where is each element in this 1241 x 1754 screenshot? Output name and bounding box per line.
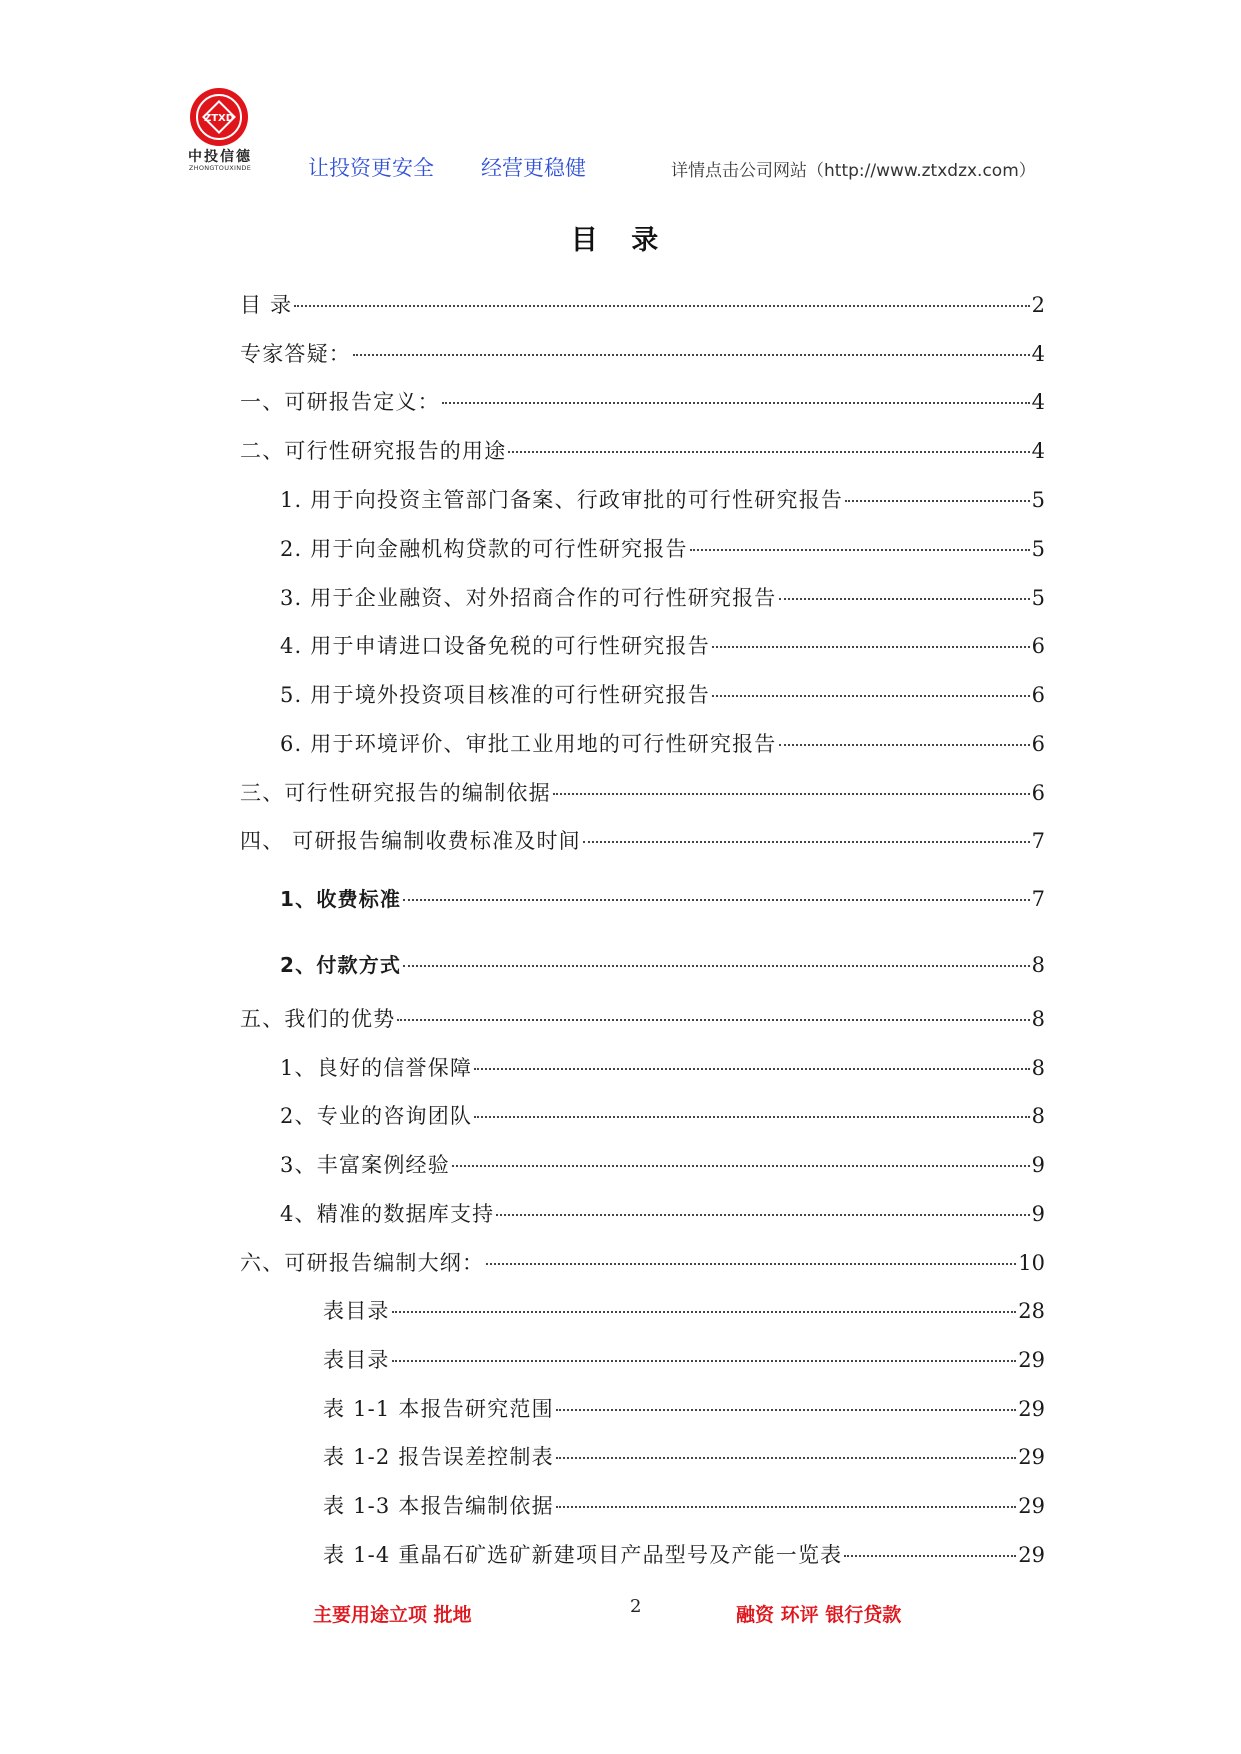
toc-leader [397, 1019, 1029, 1021]
toc-entry-label: 目 录 [240, 293, 293, 317]
toc-entry-label: 2、专业的咨询团队 [280, 1104, 473, 1128]
toc-entry[interactable] [323, 1541, 1045, 1569]
toc-entry-label: 六、可研报告编制大纲： [240, 1251, 485, 1275]
toc-leader [779, 598, 1030, 600]
toc-entry-page: 6 [1031, 781, 1045, 805]
toc-entry[interactable] [280, 632, 1045, 660]
toc-entry[interactable] [240, 437, 1045, 465]
toc-entry-page: 7 [1031, 829, 1045, 853]
toc-entry-page: 6 [1031, 732, 1045, 756]
toc-entry-page: 28 [1018, 1299, 1045, 1323]
toc-leader [353, 354, 1030, 356]
toc-entry-page: 9 [1031, 1153, 1045, 1177]
toc-entry-page: 4 [1031, 439, 1045, 463]
toc-entry-page: 29 [1018, 1348, 1045, 1372]
toc-leader [779, 744, 1030, 746]
toc-entry[interactable] [280, 885, 1045, 913]
page-title: 目 录 [570, 225, 671, 256]
toc-entry-page: 7 [1031, 887, 1045, 911]
toc-entry-label: 3、丰富案例经验 [280, 1153, 450, 1177]
toc-entry-label: 1、收费标准 [280, 887, 402, 911]
toc-leader [392, 1360, 1017, 1362]
toc-entry-page: 9 [1031, 1202, 1045, 1226]
toc-leader [486, 1263, 1016, 1265]
footer-left-text: 主要用途立项 批地 [313, 1604, 472, 1626]
toc-entry-page: 8 [1031, 953, 1045, 977]
toc-entry[interactable] [280, 730, 1045, 758]
toc-leader [403, 899, 1030, 901]
logo-chinese-name: 中投信德 [188, 149, 252, 165]
toc-entry[interactable] [323, 1492, 1045, 1520]
toc-entry[interactable] [240, 1005, 1045, 1033]
toc-entry[interactable] [323, 1346, 1045, 1374]
toc-entry[interactable] [280, 1054, 1045, 1082]
toc-leader [583, 841, 1030, 843]
toc-leader [556, 1457, 1016, 1459]
toc-entry-page: 2 [1031, 293, 1045, 317]
toc-entry-label: 三、可行性研究报告的编制依据 [240, 781, 551, 805]
toc-entry-page: 8 [1031, 1056, 1045, 1080]
toc-entry-page: 8 [1031, 1104, 1045, 1128]
toc-entry-page: 6 [1031, 683, 1045, 707]
toc-entry-page: 5 [1031, 586, 1045, 610]
slogan-stable-operation: 经营更稳健 [481, 156, 586, 180]
toc-entry-page: 29 [1018, 1494, 1045, 1518]
toc-leader [294, 305, 1029, 307]
toc-leader [556, 1409, 1016, 1411]
toc-entry-label: 表目录 [323, 1299, 390, 1323]
toc-leader [508, 451, 1029, 453]
toc-entry[interactable] [323, 1395, 1045, 1423]
toc-entry[interactable] [280, 1200, 1045, 1228]
toc-entry-page: 6 [1031, 634, 1045, 658]
toc-leader [474, 1068, 1029, 1070]
toc-entry[interactable] [240, 1249, 1045, 1277]
toc-entry-label: 6. 用于环境评价、审批工业用地的可行性研究报告 [280, 732, 777, 756]
logo-lettering: ZTXD [203, 113, 235, 124]
toc-leader [844, 1555, 1016, 1557]
toc-entry-label: 二、可行性研究报告的用途 [240, 439, 507, 463]
toc-entry[interactable] [240, 340, 1045, 368]
toc-entry-page: 4 [1031, 390, 1045, 414]
toc-entry[interactable] [323, 1297, 1045, 1325]
toc-entry-page: 29 [1018, 1397, 1045, 1421]
toc-entry[interactable] [280, 951, 1045, 979]
toc-entry-page: 5 [1031, 488, 1045, 512]
toc-entry-label: 表 1-1 本报告研究范围 [323, 1397, 554, 1421]
toc-entry-label: 3. 用于企业融资、对外招商合作的可行性研究报告 [280, 586, 777, 610]
page-number: 2 [630, 1596, 642, 1617]
toc-entry-label: 4. 用于申请进口设备免税的可行性研究报告 [280, 634, 710, 658]
toc-entry-page: 5 [1031, 537, 1045, 561]
toc-entry[interactable] [323, 1443, 1045, 1471]
toc-entry-label: 5. 用于境外投资项目核准的可行性研究报告 [280, 683, 710, 707]
toc-leader [556, 1506, 1016, 1508]
toc-entry-page: 10 [1018, 1251, 1045, 1275]
toc-leader [712, 646, 1030, 648]
toc-leader [474, 1116, 1029, 1118]
toc-entry-label: 五、我们的优势 [240, 1007, 396, 1031]
toc-entry-label: 一、可研报告定义： [240, 390, 440, 414]
toc-entry[interactable] [280, 535, 1045, 563]
toc-entry[interactable] [280, 584, 1045, 612]
toc-entry-label: 4、精准的数据库支持 [280, 1202, 495, 1226]
toc-entry-page: 29 [1018, 1445, 1045, 1469]
toc-leader [845, 500, 1030, 502]
toc-leader [403, 965, 1030, 967]
toc-leader [690, 549, 1030, 551]
toc-entry-label: 表 1-2 报告误差控制表 [323, 1445, 554, 1469]
logo-english-name: ZHONGTOUXINDE [188, 164, 252, 172]
toc-leader [496, 1214, 1029, 1216]
toc-entry-label: 2、付款方式 [280, 953, 402, 977]
footer-right-text: 融资 环评 银行贷款 [736, 1604, 902, 1626]
toc-entry-page: 8 [1031, 1007, 1045, 1031]
toc-leader [452, 1165, 1030, 1167]
toc-entry[interactable] [280, 1151, 1045, 1179]
toc-leader [712, 695, 1030, 697]
toc-leader [442, 402, 1030, 404]
toc-entry[interactable] [280, 1102, 1045, 1130]
toc-entry-label: 1. 用于向投资主管部门备案、行政审批的可行性研究报告 [280, 488, 844, 512]
toc-leader [553, 793, 1030, 795]
toc-entry-label: 表目录 [323, 1348, 390, 1372]
toc-entry[interactable] [240, 388, 1045, 416]
toc-leader [392, 1311, 1017, 1313]
toc-entry[interactable] [240, 291, 1045, 319]
toc-entry[interactable] [280, 681, 1045, 709]
toc-entry[interactable] [280, 486, 1045, 514]
toc-entry-label: 专家答疑： [240, 342, 351, 366]
website-link[interactable]: 详情点击公司网站（http://www.ztxdzx.com） [671, 161, 1036, 181]
toc-entry-label: 1、良好的信誉保障 [280, 1056, 473, 1080]
toc-entry-page: 29 [1018, 1543, 1045, 1567]
toc-entry-page: 4 [1031, 342, 1045, 366]
toc-entry-label: 表 1-3 本报告编制依据 [323, 1494, 554, 1518]
toc-entry-label: 表 1-4 重晶石矿选矿新建项目产品型号及产能一览表 [323, 1543, 843, 1567]
slogan-safe-investment: 让投资更安全 [308, 156, 434, 180]
toc-entry[interactable] [240, 779, 1045, 807]
toc-entry[interactable] [240, 827, 1045, 855]
toc-entry-label: 四、 可研报告编制收费标准及时间 [240, 829, 581, 853]
toc-entry-label: 2. 用于向金融机构贷款的可行性研究报告 [280, 537, 688, 561]
